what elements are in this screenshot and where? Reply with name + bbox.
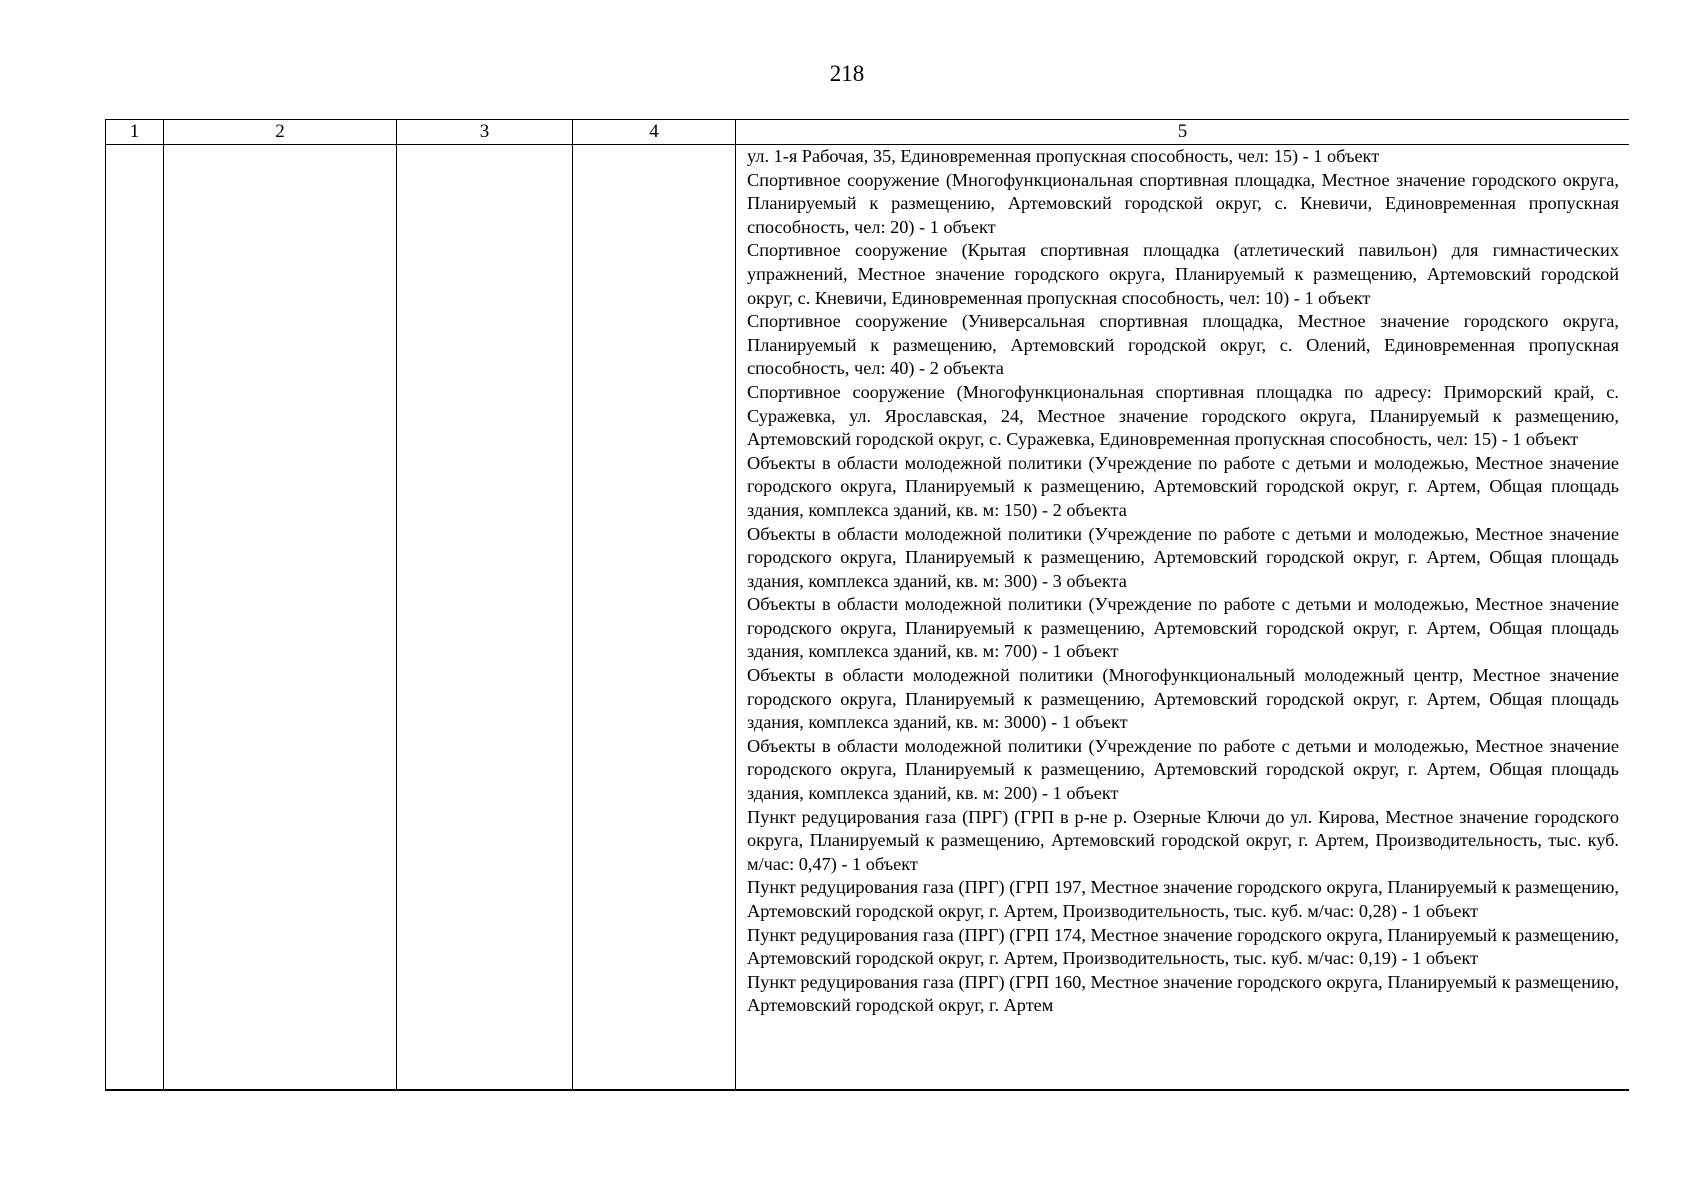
object-entry: Спортивное сооружение (Многофункциональная спортивная площадка по адресу: Приморский край, с. Суражевка, ул. Ярославская, 24, Местное значение городского округа, Планируемый к размещению, Артемовский городской округ, с. Суражевка, Единовременная пропускная способность, чел: 15) - 1 объект bbox=[747, 381, 1619, 450]
cell-col-4 bbox=[573, 145, 736, 1092]
object-entry: Объекты в области молодежной политики (Учреждение по работе с детьми и молодежью, Местное значение городского округа, Планируемый к размещению, Артемовский городской округ, г. Артем, Общая площадь здания, комплекса зданий, кв. м: 150) - 2 объекта bbox=[747, 452, 1619, 520]
column-header-5: 5 bbox=[736, 120, 1630, 145]
column-header-4: 4 bbox=[573, 120, 736, 145]
object-entry: Объекты в области молодежной политики (Учреждение по работе с детьми и молодежью, Местное значение городского округа, Планируемый к размещению, Артемовский городской округ, г. Артем, Общая площадь здания, комплекса зданий, кв. м: 700) - 1 объект bbox=[747, 594, 1619, 662]
table-header-row bbox=[106, 120, 1630, 145]
object-entry: ул. 1-я Рабочая, 35, Единовременная пропускная способность, чел: 15) - 1 объект bbox=[747, 146, 1380, 166]
column-header-1: 1 bbox=[106, 120, 164, 145]
cell-col-1 bbox=[106, 145, 164, 1092]
object-entry: Объекты в области молодежной политики (Многофункциональный молодежный центр, Местное значение городского округа, Планируемый к размещению, Артемовский городской округ, г. Артем, Общая площадь здания, комплекса зданий, кв. м: 3000) - 1 объект bbox=[747, 665, 1619, 733]
cell-col-3 bbox=[397, 145, 573, 1092]
page-number: 218 bbox=[829, 61, 865, 86]
object-entry: Пункт редуцирования газа (ПРГ) (ГРП в р-не р. Озерные Ключи до ул. Кирова, Местное значение городского округа, Планируемый к размещению, Артемовский городской округ, г. Артем, Производительность, тыс. куб. м/час: 0,47) - 1 объект bbox=[747, 806, 1619, 874]
cell-col-2 bbox=[164, 145, 397, 1092]
object-entry: Объекты в области молодежной политики (Учреждение по работе с детьми и молодежью, Местное значение городского округа, Планируемый к размещению, Артемовский городской округ, г. Артем, Общая площадь здания, комплекса зданий, кв. м: 200) - 1 объект bbox=[747, 735, 1619, 804]
column-header-3: 3 bbox=[397, 120, 573, 145]
object-entry: Спортивное сооружение (Крытая спортивная площадка (атлетический павильон) для гимнастических упражнений, Местное значение городского округа, Планируемый к размещению, Артемовский городской округ, с. Кневичи, Единовременная пропускная способность, чел: 10) - 1 объект bbox=[747, 240, 1619, 308]
object-entry: Пункт редуцирования газа (ПРГ) (ГРП 160, Местное значение городского округа, Планируемый к размещению, Артемовский городской округ, г. Артем bbox=[747, 971, 1619, 1016]
column-header-2: 2 bbox=[164, 120, 397, 145]
table-row bbox=[106, 145, 1630, 1092]
object-entry: Пункт редуцирования газа (ПРГ) (ГРП 197, Местное значение городского округа, Планируемый к размещению, Артемовский городской округ, г. Артем, Производительность, тыс. куб. м/час: 0,28) - 1 объект bbox=[747, 877, 1619, 921]
object-entry: Объекты в области молодежной политики (Учреждение по работе с детьми и молодежью, Местное значение городского округа, Планируемый к размещению, Артемовский городской округ, г. Артем, Общая площадь здания, комплекса зданий, кв. м: 300) - 3 объекта bbox=[747, 523, 1619, 591]
document-table bbox=[105, 119, 1629, 1091]
object-entry: Спортивное сооружение (Универсальная спортивная площадка, Местное значение городского округа, Планируемый к размещению, Артемовский городской округ, с. Олений, Единовременная пропускная способность, чел: 40) - 2 объекта bbox=[747, 311, 1619, 379]
cell-col-5 bbox=[736, 145, 1630, 1092]
object-entry: Спортивное сооружение (Многофункциональная спортивная площадка, Местное значение городского округа, Планируемый к размещению, Артемовский городской округ, с. Кневичи, Единовременная пропускная способность, чел: 20) - 1 объект bbox=[747, 169, 1619, 237]
object-entry: Пункт редуцирования газа (ПРГ) (ГРП 174, Местное значение городского округа, Планируемый к размещению, Артемовский городской округ, г. Артем, Производительность, тыс. куб. м/час: 0,19) - 1 объект bbox=[747, 924, 1619, 969]
document-table-wrapper bbox=[105, 119, 1629, 1091]
